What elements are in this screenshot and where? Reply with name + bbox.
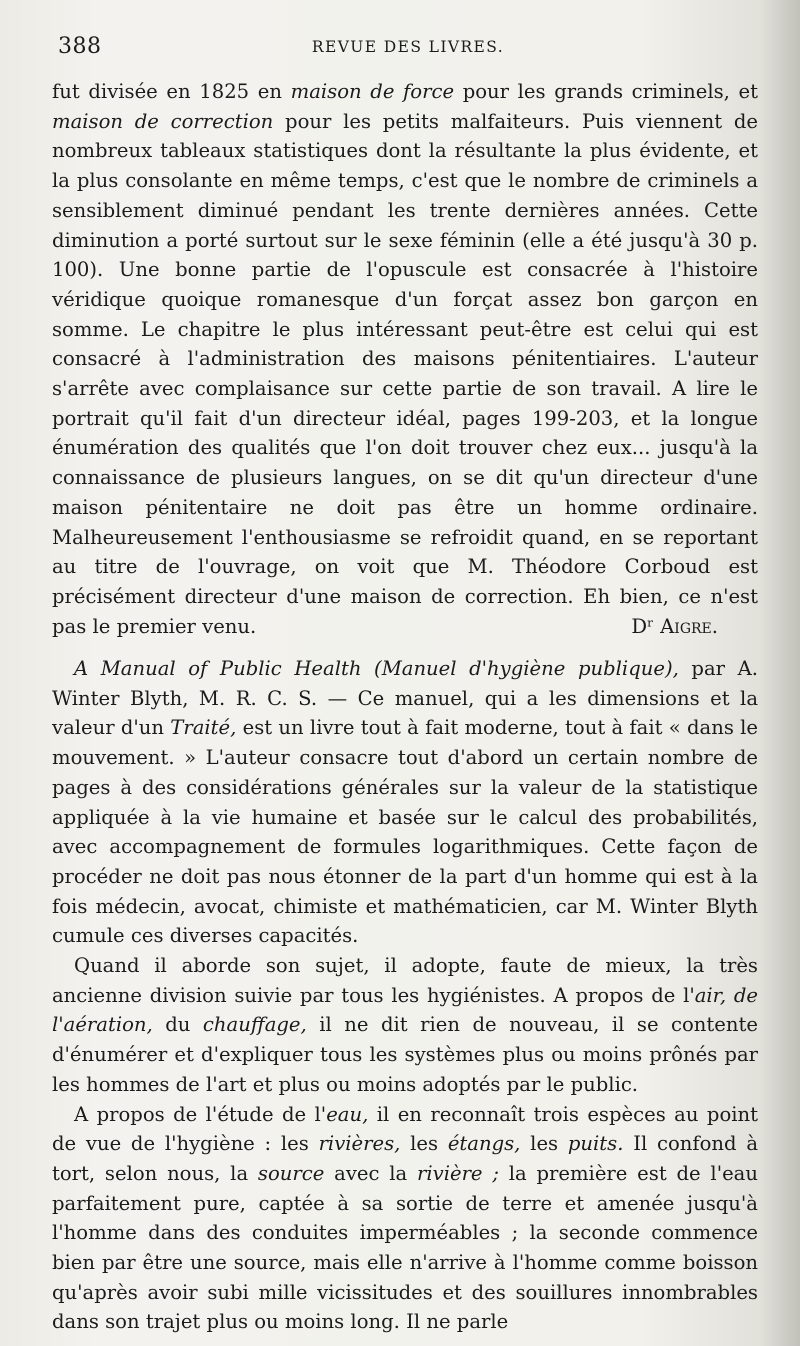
- text-run: la première est de l'eau parfaitement pure, captée à sa sortie de terre et amenée jusqu'à l'homme dans des conduites imperméables ; la seconde commence bien par être une source, mais elle n'arrive à l'homme comme boisson qu'après avoir subi mille vicissitudes et des souillures innombrables dans son trajet plus ou moins long. Il ne parle: [52, 1161, 758, 1334]
- italic-run: étangs,: [447, 1132, 521, 1156]
- italic-run: chauffage,: [202, 1013, 307, 1037]
- text-run: pour les petits malfaiteurs. Puis viennent de nombreux tableaux statistiques dont la résultante la plus évidente, et la plus consolante en même temps, c'est que le nombre de criminels a sensiblement diminué pendant les trente dernières années. Cette diminution a porté surtout sur le sexe féminin (elle a été jusqu'à 30 p. 100). Une bonne partie de l'opuscule est consacrée à l'histoire véridique quoique romanesque d'un forçat assez bon garçon en somme. Le chapitre le plus intéressant peut-être est celui qui est consacré à l'administration des maisons pénitentiaires. L'auteur s'arrête avec complaisance sur cette partie de son travail. A lire le portrait qu'il fait d'un directeur idéal, pages 199-203, et la longue énumération des qualités que l'on doit trouver chez eux... jusqu'à la connaissance de plusieurs langues, on se dit qu'un directeur d'une maison pénitentaire ne doit pas être un homme ordinaire. Malheureusement l'enthousiasme se refroidit quand, en se reportant au titre de l'ouvrage, on voit que M. Théodore Corboud est précisément directeur d'une maison de correction. Eh bien, ce n'est pas le premier venu.: [52, 109, 758, 638]
- review-public-health-block: [52, 654, 758, 1337]
- signature-name: Aigre.: [660, 614, 718, 638]
- text-run: du: [152, 1013, 203, 1037]
- text-run: Quand il aborde son sujet, il adopte, faute de mieux, la très ancienne division suivie par tous les hygiénistes. A propos de l': [52, 954, 758, 1007]
- text-run: est un livre tout à fait moderne, tout à fait « dans le mouvement. » L'auteur consacre tout d'abord un certain nombre de pages à des considérations générales sur la valeur de la statistique appliquée à la vie humaine et basée sur le calcul des probabilités, avec accompagnement de formules logarithmiques. Cette façon de procéder ne doit pas nous étonner de la part d'un homme qui est à la fois médecin, avocat, chimiste et mathématicien, car M. Winter Blyth cumule ces diverses capacités.: [52, 716, 758, 948]
- review-paragraph: [52, 77, 758, 641]
- text-run: par A. Winter Blyth, M. R. C. S. — Ce manuel, qui a les dimensions et la valeur d'un: [52, 657, 758, 740]
- text-run: Il confond à tort, selon nous, la: [52, 1132, 759, 1185]
- page-header: [58, 34, 758, 64]
- review-signature: [631, 612, 718, 642]
- review-paragraph: [52, 951, 758, 1100]
- italic-run: maison de force: [290, 80, 455, 103]
- italic-run: puits.: [567, 1132, 624, 1156]
- book-title: A Manual of Public Health (Manuel d'hygiène publique),: [74, 657, 679, 680]
- text-run: avec la: [324, 1161, 417, 1185]
- review-paragraph: [52, 1100, 758, 1338]
- text-run: fut divisée en 1825 en: [52, 80, 291, 103]
- italic-run: air, de l'aération,: [52, 983, 758, 1037]
- italic-run: rivières,: [318, 1132, 401, 1156]
- text-run: A propos de l'étude de l': [74, 1102, 327, 1126]
- text-run: il ne dit rien de nouveau, il se contente d'énumérer et d'expliquer tous les systèmes plus ou moins prônés par les hommes de l'art et plus ou moins adoptés par le public.: [52, 1013, 758, 1096]
- running-title: REVUE DES LIVRES.: [311, 38, 505, 56]
- italic-run: source: [257, 1161, 325, 1185]
- text-run: les: [400, 1132, 448, 1156]
- text-run: les: [520, 1132, 568, 1156]
- page-number: 388: [58, 34, 102, 59]
- italic-run: maison de correction: [52, 109, 274, 133]
- italic-run: rivière ;: [417, 1161, 499, 1185]
- text-run: pour les grands criminels, et: [454, 80, 758, 103]
- signature-prefix: Dʳ: [631, 614, 661, 638]
- review-paragraph: [52, 654, 758, 951]
- text-run: il en reconnaît trois espèces au point de vue de l'hygiène : les: [52, 1102, 758, 1156]
- page-edge-shadow: [760, 0, 800, 1346]
- italic-run: Traité,: [170, 716, 237, 740]
- italic-run: eau,: [326, 1102, 369, 1126]
- review-continued-block: [52, 77, 758, 641]
